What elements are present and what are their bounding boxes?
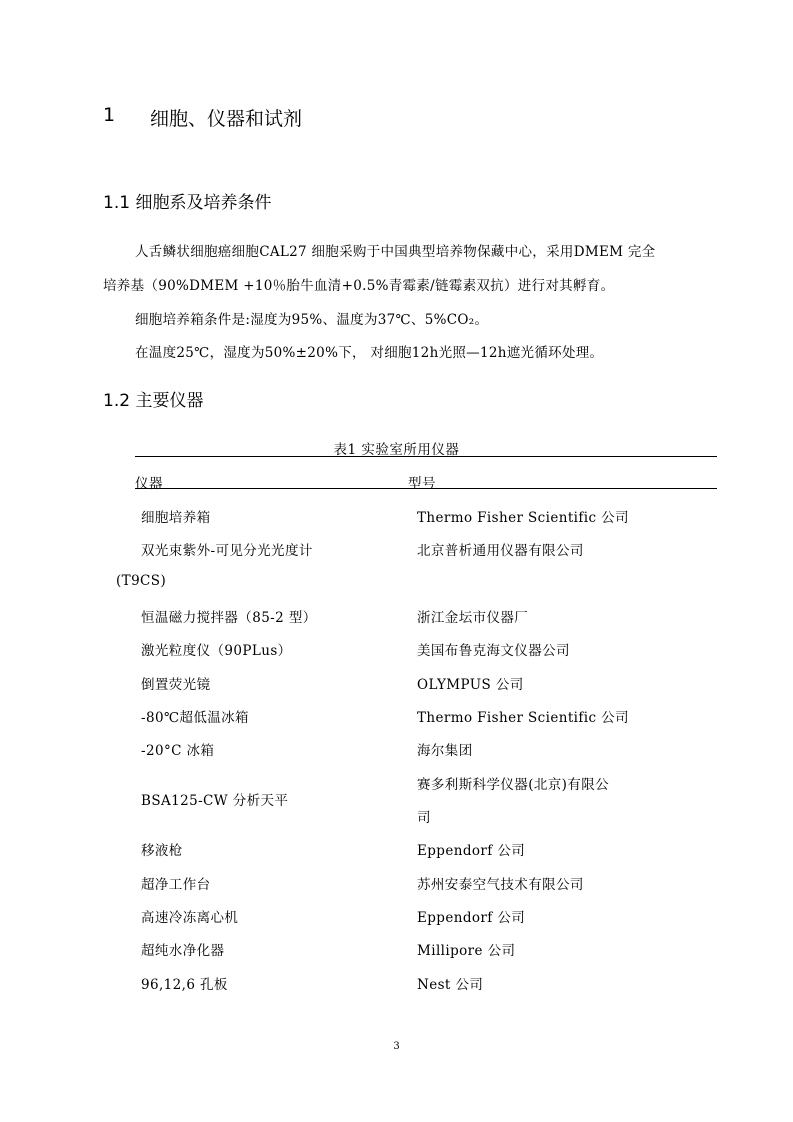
- table-row-instrument: 超纯水净化器: [141, 943, 225, 959]
- table-row-model: 赛多利斯科学仪器(北京)有限公: [417, 777, 610, 793]
- paragraph-3: 在温度25℃，湿度为50%±20%下， 对细胞12h光照—12h遮光循环处理。: [135, 345, 604, 361]
- page-number: 3: [393, 1041, 400, 1052]
- table-row-model: 北京普析通用仪器有限公司: [417, 543, 584, 559]
- section-1-2-heading: 1.2 主要仪器: [103, 391, 204, 411]
- table-row-instrument: -80℃超低温冰箱: [141, 710, 249, 726]
- table-row-instrument: 超净工作台: [141, 877, 211, 893]
- table-row-model: 美国布鲁克海文仪器公司: [417, 643, 570, 659]
- table-row-model: 苏州安泰空气技术有限公司: [417, 877, 584, 893]
- table-row-instrument: 倒置荧光镜: [141, 677, 211, 693]
- table-row-instrument: 移液枪: [141, 843, 183, 859]
- table-row-instrument: 恒温磁力搅拌器（85-2 型）: [141, 610, 317, 626]
- table-row-instrument: 96,12,6 孔板: [141, 977, 228, 993]
- table-row-model: Millipore 公司: [417, 943, 516, 959]
- table-row-model: Nest 公司: [417, 977, 484, 993]
- table-row-instrument: 细胞培养箱: [141, 510, 211, 526]
- table-caption: 表1 实验室所用仪器: [333, 442, 460, 458]
- table-row-model: Thermo Fisher Scientific 公司: [417, 710, 629, 726]
- table-top-rule: [135, 456, 717, 457]
- table-row-model: Eppendorf 公司: [417, 910, 526, 926]
- table-row-model: Thermo Fisher Scientific 公司: [417, 510, 629, 526]
- section-1-number: 1: [103, 104, 116, 126]
- table-row-model-continued: 司: [417, 810, 431, 826]
- table-row-model: Eppendorf 公司: [417, 843, 526, 859]
- paragraph-1-line-2: 培养基（90%DMEM +10％胎牛血清+0.5%青霉素/链霉素双抗）进行对其孵育。: [103, 278, 615, 294]
- table-row-instrument: 高速冷冻离心机: [141, 910, 239, 926]
- paragraph-1-line-1: 人舌鳞状细胞癌细胞CAL27 细胞采购于中国典型培养物保藏中心，采用DMEM 完全: [135, 244, 656, 260]
- section-1-1-heading: 1.1 细胞系及培养条件: [103, 193, 272, 213]
- table-row-model: OLYMPUS 公司: [417, 677, 524, 693]
- table-row-instrument: 双光束紫外-可见分光光度计: [141, 543, 313, 559]
- table-row-model: 浙江金坛市仪器厂: [417, 610, 529, 626]
- table-row-instrument: BSA125-CW 分析天平: [141, 793, 289, 809]
- table-header-instrument: 仪器: [135, 476, 163, 492]
- section-1-title: 细胞、仪器和试剂: [150, 108, 303, 130]
- paragraph-2: 细胞培养箱条件是:湿度为95%、温度为37℃、5%CO₂。: [135, 312, 489, 328]
- table-row-model: 海尔集团: [417, 743, 473, 759]
- table-header-model: 型号: [408, 476, 436, 492]
- table-row-instrument: 激光粒度仪（90PLus）: [141, 643, 292, 659]
- table-row-instrument-continued: (T9CS): [116, 573, 167, 589]
- table-header-rule: [135, 488, 717, 489]
- table-row-instrument: -20°C 冰箱: [141, 743, 215, 759]
